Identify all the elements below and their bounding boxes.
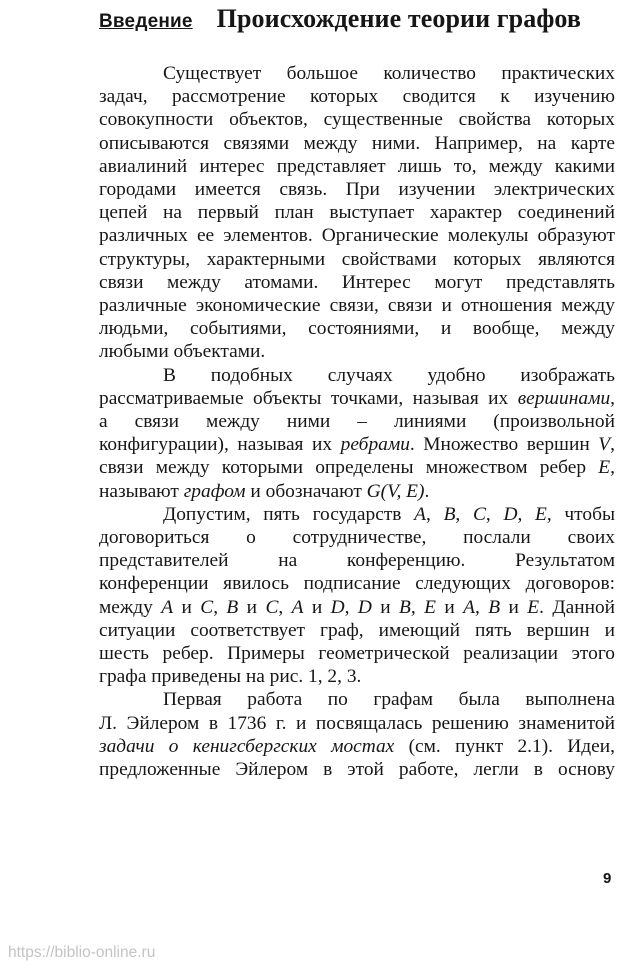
text-run: называют — [99, 480, 184, 502]
text-run: между — [99, 596, 162, 618]
symbol-c: C — [472, 503, 486, 525]
text-run: представителей на конференцию. Результатом — [99, 550, 615, 572]
body-text — [99, 62, 615, 781]
text-run: предложенные Эйлером в этой работе, легли в основу — [99, 759, 615, 781]
source-watermark-url: https://biblio-online.ru — [8, 944, 156, 961]
text-line — [99, 294, 615, 317]
text-line — [99, 132, 615, 155]
symbol-b: B — [399, 596, 411, 618]
chapter-title: Происхождение теории графов — [216, 4, 582, 33]
text-line — [99, 317, 615, 340]
text-run: любыми объектами. — [99, 341, 266, 363]
text-line — [99, 665, 615, 688]
text-line — [99, 526, 615, 549]
text-run: ситуации соответствует граф, имеющий пять вершин и — [99, 619, 615, 641]
text-line — [99, 480, 615, 503]
text-line — [99, 619, 615, 642]
paragraph-4 — [99, 688, 615, 781]
text-run: различные экономические связи, связи и отношения между — [99, 295, 615, 317]
text-run: . Множество вершин — [409, 434, 599, 456]
text-line — [99, 248, 615, 271]
text-line — [99, 201, 615, 224]
text-run: связи между атомами. Интерес могут представлять — [99, 271, 615, 293]
text-run: , — [610, 387, 615, 409]
text-run: городами имеется связь. При изучении электрических — [99, 179, 615, 201]
symbol-a: A — [414, 503, 427, 525]
symbol-c: C — [265, 596, 279, 618]
text-run: (см. пункт 2.1). Идеи, — [394, 735, 616, 757]
text-run: графа приведены на рис. 1, 2, 3. — [99, 666, 362, 688]
symbol-d: D — [357, 596, 372, 618]
text-run: . — [424, 480, 430, 502]
symbol-e: E — [424, 596, 436, 618]
text-line — [99, 155, 615, 178]
symbol-v: V — [598, 434, 611, 456]
text-run: шесть ребер. Примеры геометрической реализации этого — [99, 643, 615, 665]
text-line — [99, 364, 615, 387]
symbol-e: E — [527, 596, 540, 618]
text-run: В подобных случаях удобно изображать — [163, 364, 615, 386]
symbol-c: C — [200, 596, 214, 618]
symbol-e: E — [535, 503, 547, 525]
text-line — [99, 688, 615, 711]
text-run: , — [517, 503, 536, 525]
text-line — [99, 572, 615, 595]
symbol-d: D — [503, 503, 518, 525]
symbol-d: D — [330, 596, 345, 618]
text-run: Допустим, пять государств — [163, 503, 415, 525]
text-line — [99, 549, 615, 572]
text-run: Существует большое количество практических — [163, 63, 615, 84]
text-run: авиалиний интерес представляет лишь то, между какими — [99, 155, 615, 177]
text-line — [99, 456, 615, 479]
text-run: , — [426, 503, 444, 525]
text-line — [99, 108, 615, 131]
symbol-b: B — [443, 503, 456, 525]
paragraph-2 — [99, 364, 615, 503]
text-line — [99, 758, 615, 781]
text-line — [99, 85, 615, 108]
text-run: , — [475, 596, 489, 618]
text-run: Первая работа по графам была выполнена — [163, 689, 615, 711]
text-run: связи между которыми определены множеством ребер — [99, 457, 599, 479]
text-run: , — [610, 434, 615, 456]
text-run: и — [303, 596, 331, 618]
symbol-a: A — [291, 596, 304, 618]
text-line — [99, 433, 615, 456]
text-run: и обозначают — [245, 480, 367, 502]
text-run: структуры, характерными свойствами которых являются — [99, 248, 615, 270]
text-run: и — [500, 596, 528, 618]
text-line — [99, 178, 615, 201]
text-line — [99, 224, 615, 247]
symbol-e: E — [598, 457, 611, 479]
section-label: Введение — [99, 11, 193, 32]
text-line — [99, 387, 615, 410]
text-line — [99, 735, 615, 758]
text-run: . Данной — [539, 596, 616, 618]
text-line — [99, 410, 615, 433]
text-run: задач, рассмотрение которых сводится к изучению — [99, 86, 615, 108]
text-run: рассматриваемые объекты точками, называя их — [99, 387, 518, 409]
paragraph-3 — [99, 503, 615, 689]
symbol-b: B — [488, 596, 501, 618]
term-vertices: вершинами — [517, 387, 611, 409]
text-run: конференции явилось подписание следующих договоров: — [99, 573, 615, 595]
text-run: и — [436, 596, 464, 618]
text-run: и — [173, 596, 201, 618]
text-line — [99, 596, 615, 619]
symbol-b: B — [226, 596, 239, 618]
text-run: и — [371, 596, 400, 618]
text-run: и — [238, 596, 266, 618]
term-edges: ребрами — [340, 434, 410, 456]
text-run: цепей на первый план выступает характер соединений — [99, 202, 615, 224]
text-run: людьми, событиями, состояниями, и вообще, между — [99, 318, 615, 340]
text-line — [99, 340, 615, 363]
text-run: описываются связями между ними. Например, на карте — [99, 132, 615, 154]
text-run: а связи между ними – линиями (произвольной — [99, 411, 615, 433]
text-run: Л. Эйлером в 1736 г. и посвящалась решению знаменитой — [99, 712, 615, 734]
chapter-heading — [99, 4, 599, 44]
symbol-a: A — [463, 596, 476, 618]
symbol-a: A — [161, 596, 174, 618]
text-line — [99, 503, 615, 526]
text-run: , — [485, 503, 504, 525]
text-line — [99, 642, 615, 665]
text-run: , — [410, 596, 425, 618]
term-konigsberg-bridges: задачи о кенигсбергских мостах — [99, 735, 395, 757]
page-number: 9 — [603, 870, 612, 887]
term-graph: графом — [183, 480, 246, 502]
text-run: , — [344, 596, 358, 618]
text-run: совокупности объектов, существенные свойства которых — [99, 109, 615, 131]
text-run: , — [455, 503, 473, 525]
text-run: , — [278, 596, 292, 618]
text-line — [99, 712, 615, 735]
paragraph-1 — [99, 62, 615, 364]
text-run: договориться о сотрудничестве, послали своих — [99, 527, 615, 549]
text-run: конфигурации), называя их — [99, 434, 341, 456]
text-line — [99, 271, 615, 294]
text-run: , — [610, 457, 615, 479]
text-run: , чтобы — [546, 503, 615, 525]
text-line — [99, 62, 615, 85]
formula-g-v-e: G(V, E) — [366, 480, 425, 502]
text-run: различных ее элементов. Органические молекулы образуют — [99, 225, 615, 247]
text-run: , — [213, 596, 227, 618]
